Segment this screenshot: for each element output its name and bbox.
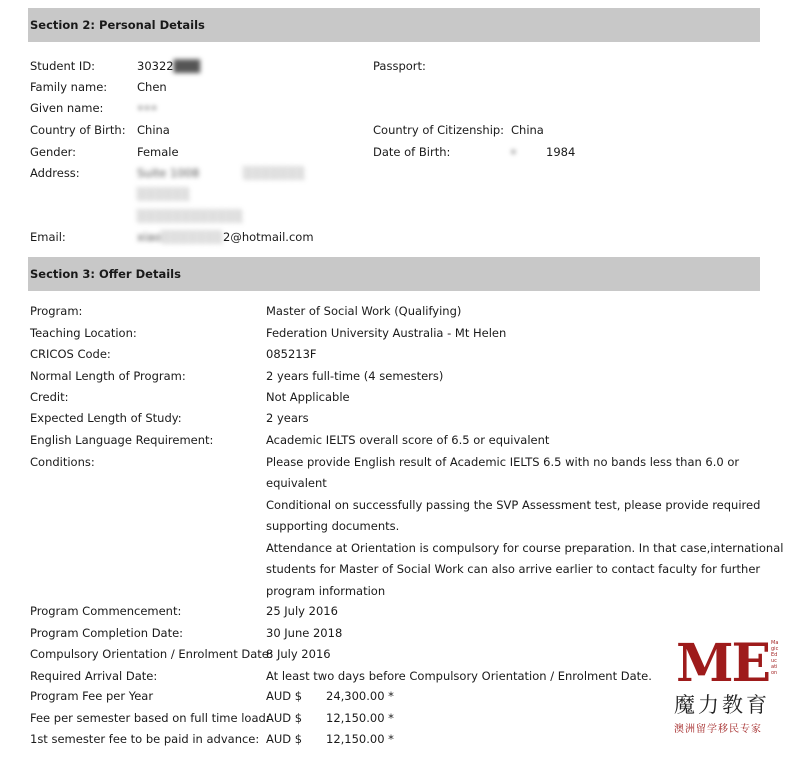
gender-label: Gender: — [30, 145, 77, 159]
arrival-value: At least two days before Compulsory Orientation / Enrolment Date. — [266, 669, 652, 683]
fee-per-year-label: Program Fee per Year — [30, 689, 154, 703]
address-line-1: Suite 1008 ░░░░░░░ — [137, 166, 306, 180]
watermark-slogan: 澳洲留学移民专家 — [674, 724, 762, 735]
credit-label: Credit: — [30, 390, 69, 404]
expected-length-value: 2 years — [266, 411, 309, 425]
me-logo: ME — [676, 633, 770, 694]
citizenship-value: China — [511, 123, 544, 137]
fee-per-year-amount: 24,300.00 * — [326, 689, 394, 703]
teaching-location-value: Federation University Australia - Mt Helen — [266, 326, 507, 340]
english-requirement-label: English Language Requirement: — [30, 433, 214, 447]
fee-per-semester-currency: AUD $ — [266, 711, 303, 725]
orientation-label: Compulsory Orientation / Enrolment Date: — [30, 647, 273, 661]
credit-value: Not Applicable — [266, 390, 350, 404]
passport-label: Passport: — [373, 59, 426, 73]
gender-value: Female — [137, 145, 179, 159]
first-semester-fee-currency: AUD $ — [266, 732, 303, 746]
normal-length-label: Normal Length of Program: — [30, 369, 186, 383]
conditions-line: students for Master of Social Work can also arrive earlier to contact faculty for further — [266, 562, 761, 576]
first-semester-fee-label: 1st semester fee to be paid in advance: — [30, 732, 260, 746]
address-line-2-redacted: ░░░░░░ — [137, 187, 191, 201]
logo-small-text: Magic Education — [771, 640, 779, 676]
dob-label: Date of Birth: — [373, 145, 451, 159]
fee-per-year-currency: AUD $ — [266, 689, 303, 703]
email-label: Email: — [30, 230, 66, 244]
completion-label: Program Completion Date: — [30, 626, 184, 640]
cricos-label: CRICOS Code: — [30, 347, 111, 361]
dob-value: 1984 — [546, 145, 576, 159]
completion-value: 30 June 2018 — [266, 626, 343, 640]
arrival-label: Required Arrival Date: — [30, 669, 158, 683]
conditions-line: equivalent — [266, 476, 327, 490]
conditions-line: Please provide English result of Academic IELTS 6.5 with no bands less than 6.0 or — [266, 455, 740, 469]
country-birth-label: Country of Birth: — [30, 123, 126, 137]
conditions-label: Conditions: — [30, 455, 95, 469]
watermark-chinese-name: 魔力教育 — [674, 693, 770, 717]
family-name-value: Chen — [137, 80, 167, 94]
student-id-label: Student ID: — [30, 59, 96, 73]
conditions-line: Conditional on successfully passing the SVP Assessment test, please provide required — [266, 498, 761, 512]
conditions-line: Attendance at Orientation is compulsory for course preparation. In that case,international — [266, 541, 784, 555]
section-2-header: Section 2: Personal Details — [28, 8, 760, 42]
commencement-label: Program Commencement: — [30, 604, 182, 618]
program-label: Program: — [30, 304, 83, 318]
student-id-value: 30322███ — [137, 59, 201, 73]
first-semester-fee-amount: 12,150.00 * — [326, 732, 394, 746]
cricos-value: 085213F — [266, 347, 317, 361]
conditions-line: program information — [266, 584, 386, 598]
email-value: xiao░░░░░░░2@hotmail.com — [137, 230, 314, 244]
commencement-value: 25 July 2016 — [266, 604, 338, 618]
dob-redacted: • — [510, 145, 517, 159]
section-3-header: Section 3: Offer Details — [28, 257, 760, 291]
fee-per-semester-amount: 12,150.00 * — [326, 711, 394, 725]
orientation-value: 8 July 2016 — [266, 647, 331, 661]
teaching-location-label: Teaching Location: — [30, 326, 137, 340]
address-label: Address: — [30, 166, 80, 180]
normal-length-value: 2 years full-time (4 semesters) — [266, 369, 444, 383]
conditions-line: supporting documents. — [266, 519, 400, 533]
given-name-redacted: ••• — [137, 101, 158, 115]
given-name-label: Given name: — [30, 101, 104, 115]
expected-length-label: Expected Length of Study: — [30, 411, 182, 425]
program-value: Master of Social Work (Qualifying) — [266, 304, 462, 318]
english-requirement-value: Academic IELTS overall score of 6.5 or equivalent — [266, 433, 550, 447]
fee-per-semester-label: Fee per semester based on full time load: — [30, 711, 270, 725]
address-line-3-redacted: ░░░░░░░░░░░░ — [137, 209, 244, 223]
country-birth-value: China — [137, 123, 170, 137]
family-name-label: Family name: — [30, 80, 108, 94]
citizenship-label: Country of Citizenship: — [373, 123, 505, 137]
